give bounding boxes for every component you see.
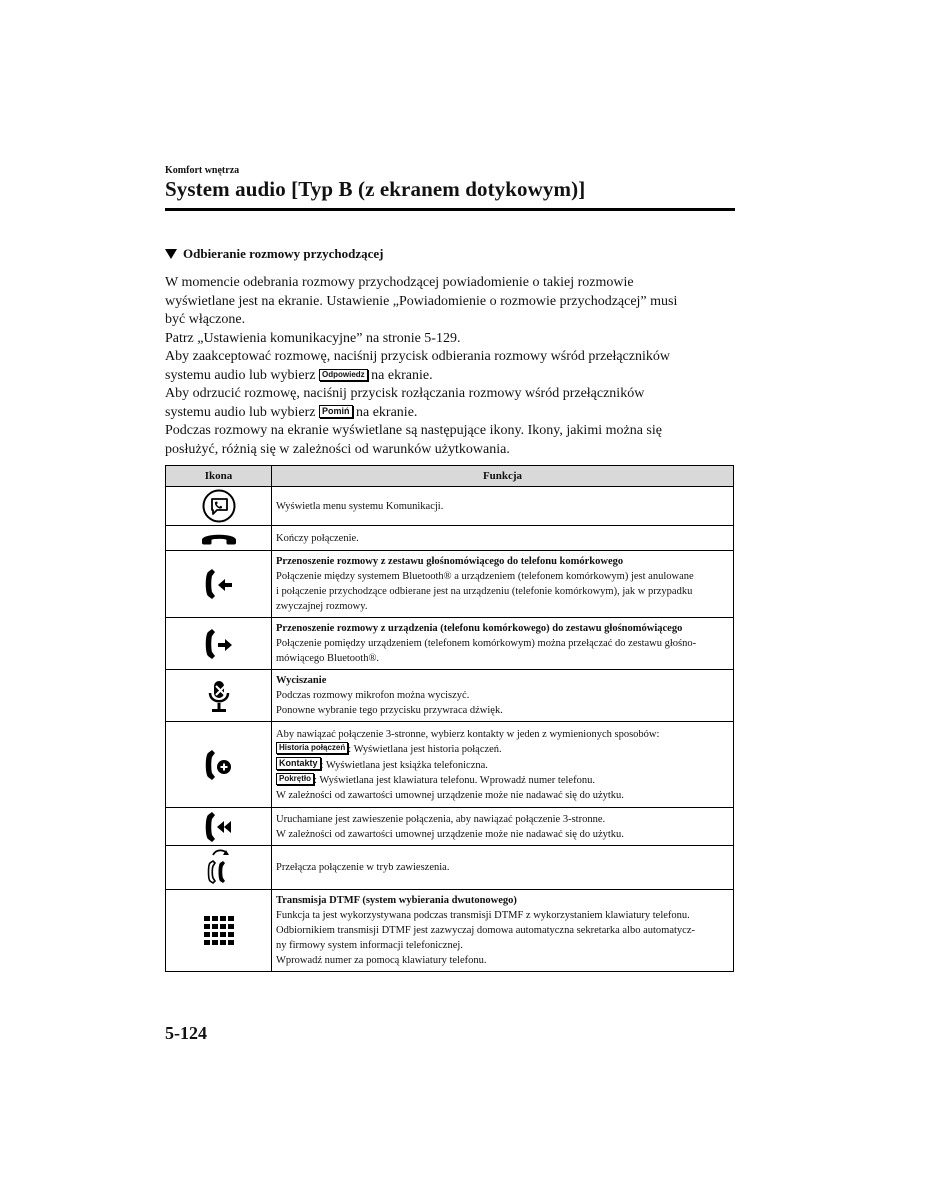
table-row [166,722,734,808]
text-line: systemu audio lub wybierz [165,404,319,420]
keypad-icon [202,915,236,947]
section-label: Komfort wnętrza [165,165,240,176]
page-title: System audio [Typ B (z ekranem dotykowym)] [165,177,586,201]
body-text [165,274,735,459]
function-cell: Wyświetla menu systemu Komunikacji. [272,487,734,526]
function-cell: Kończy połączenie. [272,526,734,551]
subsection-heading-text: Odbieranie rozmowy przychodzącej [183,246,384,261]
function-line: Podczas rozmowy mikrofon można wyciszyć. [276,690,470,701]
column-header-icon: Ikona [166,466,272,487]
function-cell [272,722,734,808]
paragraph-incoming [165,274,735,330]
paragraph-reference: Patrz „Ustawienia komunikacyjne” na stronie 5-129. [165,330,461,346]
function-cell [272,670,734,722]
contacts-button: Kontakty [276,757,321,770]
function-line: Połączenie pomiędzy urządzeniem (telefonem komórkowym) można przełączać do zestawu głośno- [276,638,697,649]
mute-microphone-icon [206,678,232,714]
text-line: posłużyć, różnią się w zależności od warunków użytkowania. [165,441,510,457]
paragraph-reject [165,385,735,422]
function-line: zwyczajnej rozmowy. [276,601,368,612]
function-line: Ponowne wybranie tego przycisku przywraca dźwięk. [276,705,503,716]
call-history-button: Historia połączeń [276,742,348,754]
skip-button: Pomiń [319,405,353,418]
function-title: Wyciszanie [276,675,327,686]
function-line: mówiącego Bluetooth®. [276,653,380,664]
swap-call-icon [204,849,234,887]
function-line [276,757,729,773]
column-header-function: Funkcja [272,466,734,487]
end-call-icon [200,530,238,546]
text-line: być włączone. [165,312,246,327]
add-call-icon [202,747,236,783]
function-line [276,742,729,757]
answer-button: Odpowiedz [319,369,368,381]
function-title: Przenoszenie rozmowy z urządzenia (telefonu komórkowego) do zestawu głośnomówiącego [276,623,683,634]
function-line: Uruchamiane jest zawieszenie połączenia, aby nawiązać połączenie 3-stronne. [276,813,606,825]
communication-menu-icon [202,489,236,523]
icon-function-table [165,465,734,972]
function-text: : Wyświetlana jest książka telefoniczna. [320,759,488,771]
table-row [166,526,734,551]
function-line [276,773,729,788]
text-line: na ekranie. [352,404,418,420]
function-line: Połączenie między systemem Bluetooth® a urządzeniem (telefonem komórkowym) jest anulowane [276,571,694,582]
title-divider [165,208,735,211]
table-row [166,670,734,722]
function-line: Wprowadź numer za pomocą klawiatury telefonu. [276,955,487,966]
paragraph-icons-intro [165,422,735,459]
dial-button: Pokrętło [276,773,314,785]
table-row [166,618,734,670]
text-line: systemu audio lub wybierz [165,367,319,383]
table-row [166,551,734,618]
function-cell [272,551,734,618]
function-cell: Przełącza połączenie w tryb zawieszenia. [272,846,734,890]
merge-calls-icon [202,810,236,844]
function-title: Transmisja DTMF (system wybierania dwutonowego) [276,895,517,906]
table-row [166,808,734,846]
function-line: ny firmowy system informacji telefonicznej. [276,940,463,951]
paragraph-accept [165,348,735,385]
function-line: Odbiornikiem transmisji DTMF jest zazwyczaj domowa automatyczna sekretarka albo automatycz- [276,925,695,936]
function-cell [272,890,734,972]
text-line: Podczas rozmowy na ekranie wyświetlane są następujące ikony. Ikony, jakimi można się [165,423,662,438]
text-line: na ekranie. [367,367,433,383]
function-line: Aby nawiązać połączenie 3-stronne, wybierz kontakty w jeden z wymienionych sposobów: [276,728,660,740]
function-cell [272,618,734,670]
function-line: Funkcja ta jest wykorzystywana podczas transmisji DTMF z wykorzystaniem klawiatury telefonu. [276,910,690,921]
text-line: wyświetlane jest na ekranie. Ustawienie „Powiadomienie o rozmowie przychodzącej” musi [165,293,678,309]
text-line: W momencie odebrania rozmowy przychodzącej powiadomienie o takiej rozmowie [165,275,634,290]
function-line: W zależności od zawartości umownej urządzenie może nie nadawać się do użytku. [276,828,624,840]
text-line: Aby zaakceptować rozmowę, naciśnij przycisk odbierania rozmowy wśród przełączników [165,349,670,364]
table-row [166,846,734,890]
page-number: 5-124 [165,1023,207,1043]
text-line: Aby odrzucić rozmowę, naciśnij przycisk rozłączania rozmowy wśród przełączników [165,386,645,401]
subsection-heading [165,246,384,262]
function-line: W zależności od zawartości umownej urządzenie może nie nadawać się do użytku. [276,789,624,801]
function-cell [272,808,734,846]
table-row [166,890,734,972]
function-text: : Wyświetlana jest klawiatura telefonu. Wprowadź numer telefonu. [314,774,595,786]
transfer-to-phone-icon [202,566,236,602]
triangle-bullet-icon [165,249,177,259]
function-text: : Wyświetlana jest historia połączeń. [348,743,502,755]
function-title: Przenoszenie rozmowy z zestawu głośnomówiącego do telefonu komórkowego [276,556,624,567]
transfer-to-handsfree-icon [202,626,236,662]
function-line: i połączenie przychodzące odbierane jest na urządzeniu (telefonie komórkowym), jak w przypadku [276,586,693,597]
table-row [166,487,734,526]
